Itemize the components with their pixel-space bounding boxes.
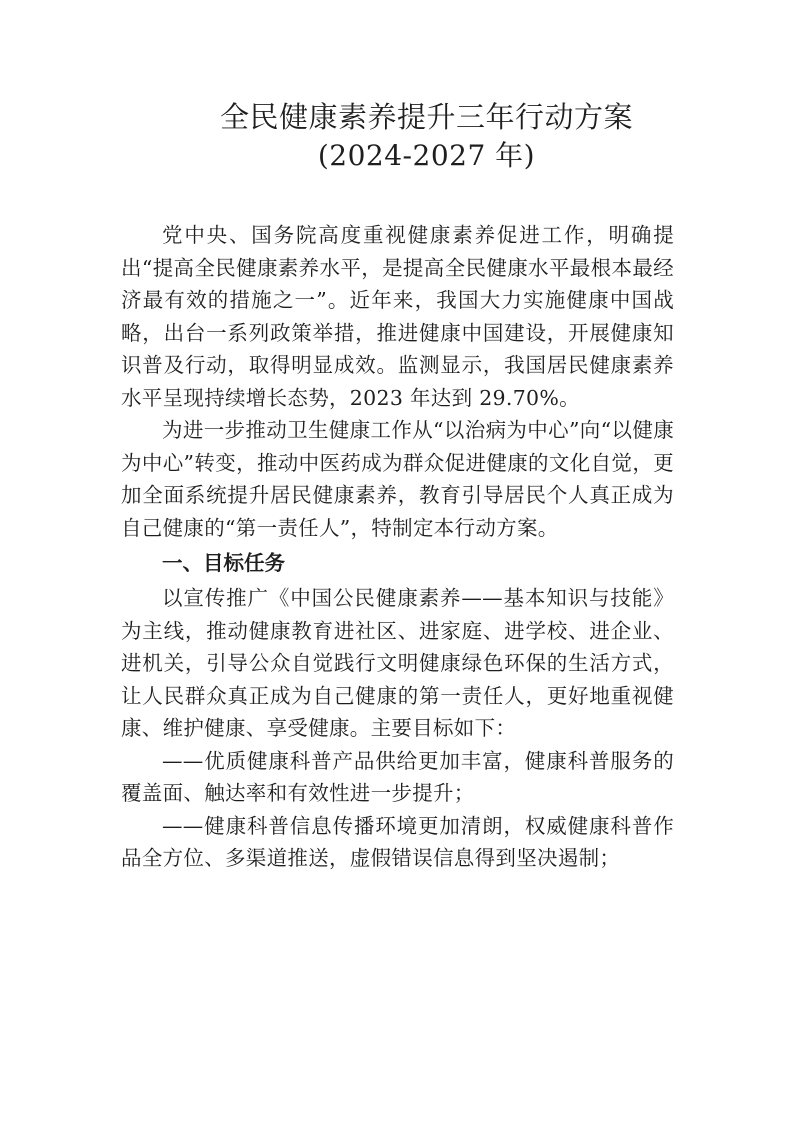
document-body [121,219,674,875]
section-paragraph-1: 以宣传推广《中国公民健康素养——基本知识与技能》为主线，推动健康教育进社区、进家庭、进学校、进企业、进机关，引导公众自觉践行文明健康绿色环保的生活方式，让人民群众真正成为自己健康的第一责任人，更好地重视健康、维护健康、享受健康。主要目标如下： [121,586,674,740]
section-heading-goals: 一、目标任务 [162,551,285,575]
intro-paragraph-2: 为进一步推动卫生健康工作从“以治病为中心”向“以健康为中心”转变，推动中医药成为群众促进健康的文化自觉，更加全面系统提升居民健康素养，教育引导居民个人真正成为自己健康的“第一责任人”，特制定本行动方案。 [121,418,674,540]
section-paragraph-2: ——优质健康科普产品供给更加丰富，健康科普服务的覆盖面、触达率和有效性进一步提升； [121,748,674,805]
document-title: 全民健康素养提升三年行动方案 [219,100,633,134]
intro-paragraph-1: 党中央、国务院高度重视健康素养促进工作，明确提出“提高全民健康素养水平，是提高全民健康水平最根本最经济最有效的措施之一”。近年来，我国大力实施健康中国战略，出台一系列政策举措，推进健康中国建设，开展健康知识普及行动，取得明显成效。监测显示，我国居民健康素养水平呈现持续增长态势，2023 年达到 29.70%。 [121,223,674,410]
document-subtitle: (2024-2027 年) [317,139,536,172]
section-paragraph-3: ——健康科普信息传播环境更加清朗，权威健康科普作品全方位、多渠道推送，虚假错误信息得到坚决遏制； [121,813,674,870]
